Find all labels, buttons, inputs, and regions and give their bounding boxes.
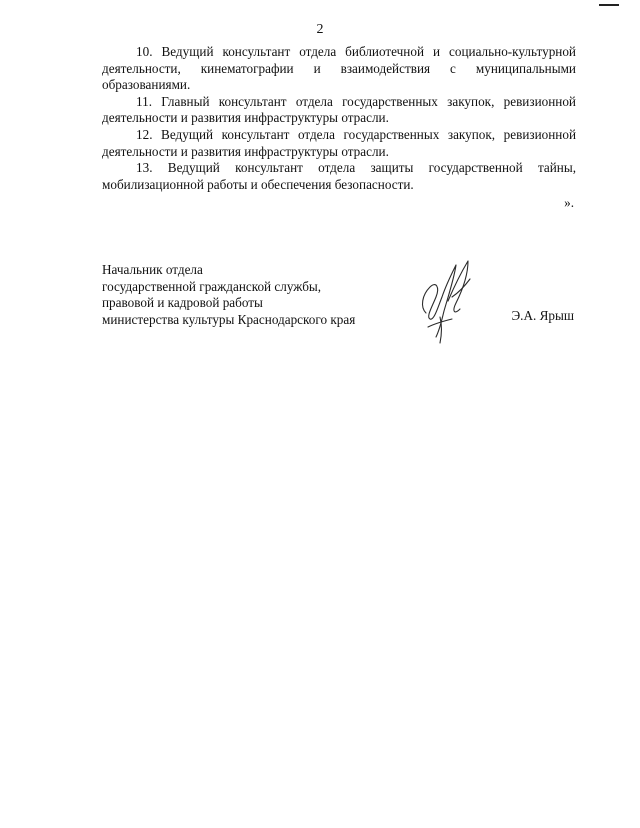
corner-mark xyxy=(599,4,619,6)
signatory-title-line: государственной гражданской службы, xyxy=(102,278,322,294)
signature-block xyxy=(102,262,578,352)
page-number: 2 xyxy=(316,22,324,37)
closing-quote: ». xyxy=(564,195,574,211)
signatory-name: Э.А. Ярыш xyxy=(511,308,574,324)
signatory-title-line: правовой и кадровой работы xyxy=(102,295,263,311)
handwritten-signature xyxy=(412,257,480,345)
list-item: 13. Ведущий консультант отдела защиты государственной тайны, мобилизационной работы и обеспечения безопасности. xyxy=(102,160,576,192)
list-item: 11. Главный консультант отдела государственных закупок, ревизионной деятельности и развития инфраструктуры отрасли. xyxy=(102,93,576,126)
list-item: 12. Ведущий консультант отдела государственных закупок, ревизионной деятельности и развития инфраструктуры отрасли. xyxy=(102,126,576,159)
signatory-title-line: министерства культуры Краснодарского края xyxy=(102,311,356,327)
signatory-title-line: Начальник отдела xyxy=(102,262,203,277)
signature-strokes xyxy=(423,261,470,343)
positions-list xyxy=(102,44,576,212)
list-item: 10. Ведущий консультант отдела библиотечной и социально-культурной деятельности, кинематографии и взаимодействия с муниципальными образованиями. xyxy=(102,44,576,93)
